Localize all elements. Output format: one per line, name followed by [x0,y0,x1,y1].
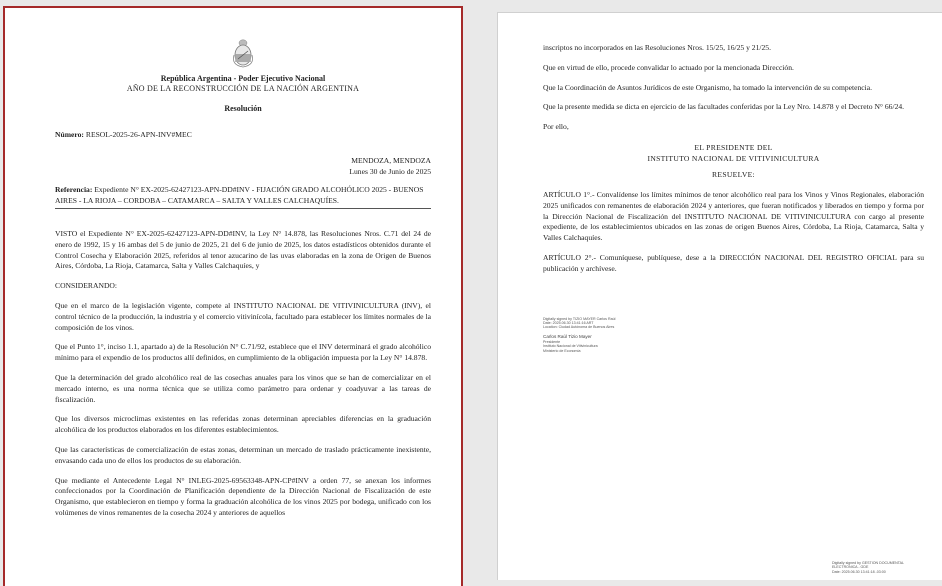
numero-value: RESOL-2025-26-APN-INV#MEC [85,130,192,139]
considerando-paragraph-1: Que en el marco de la legislación vigente, compete al INSTITUTO NACIONAL DE VITIVINICULTURA (INV), el control técnico de la producción, la industria y el comercio vitivinícola, facultado para establecer los límites normales de la composición de los vinos. [55,300,431,332]
place: MENDOZA, MENDOZA [351,156,431,165]
header-year-motto: AÑO DE LA RECONSTRUCCIÓN DE LA NACIÓN ARGENTINA [126,84,360,93]
articulo-2: ARTÍCULO 2°.- Comuníquese, publíquese, dese a la DIRECCIÓN NACIONAL DEL REGISTRO OFICIAL para su publicación y archívese. [543,252,924,273]
resolution-number [55,130,431,139]
reference-text: Expediente N° EX-2025-62427123-APN-DD#INV - FIJACIÓN GRADO ALCOHÓLICO 2025 - BUENOS AIRES - LA RIOJA – CORDOBA – CATAMARCA – SALTA Y VALLES CALCHAQUÍES. [55,185,424,205]
considerando-paragraph-2: Que el Punto 1°, inciso 1.1, apartado a) de la Resolución N° C.71/92, establece que el INV determinará el grado alcohólico mínimo para el expendio de los productos allí definidos, en cumplimiento de la obligación impuesta por la Ley N° 14.878. [55,342,431,363]
institute-title: INSTITUTO NACIONAL DE VITIVINICULTURA [647,153,820,163]
signer-name: Carlos Raúl Tizio Mayer [543,333,592,339]
date: Lunes 30 de Junio de 2025 [349,167,431,176]
presidente-title: EL PRESIDENTE DEL [694,142,773,152]
articulo-1: ARTÍCULO 1°.- Convalídense los límites mínimos de tenor alcohólico real para los Vinos y Vinos Regionales, elaboración 2025 unificados con remanentes de elaboración 2024 y anteriores, que fueran notificados y liberados en tiempo y forma por la Dirección Nacional de Fiscalización del INSTITUTO NACIONAL DE VITIVINICULTURA con cargo al presente expediente, de los establecimientos ubicados en las zonas de origen Buenos Aires, Córdoba, La Rioja, Catamarca, Salta y Valles Calchaquíes. [543,189,924,243]
signer-role: Presidente [543,339,561,344]
resuelve-heading: RESUELVE: [712,169,755,179]
gde-line-1: Digitally signed by GESTION DOCUMENTAL [832,561,905,565]
header-government: República Argentina - Poder Ejecutivo Nacional [160,74,326,83]
gde-digital-signature [832,561,942,574]
signature-block [543,317,924,353]
visto-paragraph: VISTO el Expediente N° EX-2025-62427123-APN-DD#INV, la Ley N° 14.878, las Resoluciones Nros. C.71 del 24 de enero de 1992, 15 y 16 ambas del 5 de junio de 2025, 21 del 6 de junio de 2025, los datos estadísticos obtenidos durante el Control Cosecha y Elaboración 2025, referidos al tenor azucarino de las uvas elaboradas en la zona de Origen de Buenos Aires, Córdoba, La Rioja, Catamarca, Salta y Valles Calchaquíes, y [55,229,431,271]
signer-organization: Instituto Nacional de Vitivinicultura [543,344,598,349]
considerando-paragraph-6: Que mediante el Antecedente Legal N° INLEG-2025-69563348-APN-CP#INV a orden 77, se anexan los informes confeccionados por la Coordinación de Planificación dependiente de la Dirección Nacional de Fiscalización de este Organismo, que establecieron en tiempo y forma la graduación alcohólica de los vinos 2025 por bodega, unificado con los volúmenes de vinos remanentes de la cosecha 2024 y anteriores de aquellos [55,475,431,517]
gde-line-3: Date: 2025.06.30 13:41:18 -03:00 [832,569,886,574]
por-ello: Por ello, [543,122,569,132]
paragraph-juridicos: Que la Coordinación de Asuntos Jurídicos de este Organismo, ha tomado la intervención de su competencia. [543,82,873,92]
reference [55,184,431,209]
reference-label: Referencia: [55,185,93,194]
paragraph-facultades: Que la presente medida se dicta en ejercicio de las facultades conferidas por la Ley Nro. 14.878 y el Decreto N° 66/24. [543,102,905,112]
considerando-heading: CONSIDERANDO: [55,281,118,291]
document-page-1 [3,6,463,586]
digital-signature-line-3: Location: Ciudad Autónoma de Buenos Aires [543,325,615,330]
coat-of-arms-seal [232,38,254,68]
place-date [55,155,431,177]
digital-signature-line-1: Digitally signed by TIZIO MAYER Carlos Raúl [543,316,616,321]
continuation-text: inscriptos no incorporados en las Resoluciones Nros. 15/25, 16/25 y 21/25. [543,43,771,52]
digital-signature-line-2: Date: 2025.06.30 13:41:16 ART [543,320,594,325]
numero-label: Número: [55,130,84,139]
considerando-paragraph-5: Que las características de comercialización de estas zonas, determinan un mercado de traslado prácticamente inexistente, envasando cada uno de ellos los productos de su elaboración. [55,444,431,465]
gde-line-2: ELECTRONICA - GDE [832,565,869,570]
paragraph-convalidar: Que en virtud de ello, procede convalidar lo actuado por la mencionada Dirección. [543,62,794,72]
considerando-paragraph-3: Que la determinación del grado alcohólico real de las cosechas anuales para los vinos que se han de comercializar en el mercado interno, es una norma técnica que se utiliza como parámetro para ordenar y coadyuvar a las tareas de fiscalización. [55,372,431,404]
document-page-2 [497,12,942,580]
document-type: Resolución [224,104,262,113]
considerando-paragraph-4: Que los diversos microclimas existentes en las referidas zonas determinan apreciables diferencias en la graduación alcohólica de los productos elaborados en los diferentes establecimientos. [55,414,431,435]
signer-ministry: Ministerio de Economía [543,348,581,353]
